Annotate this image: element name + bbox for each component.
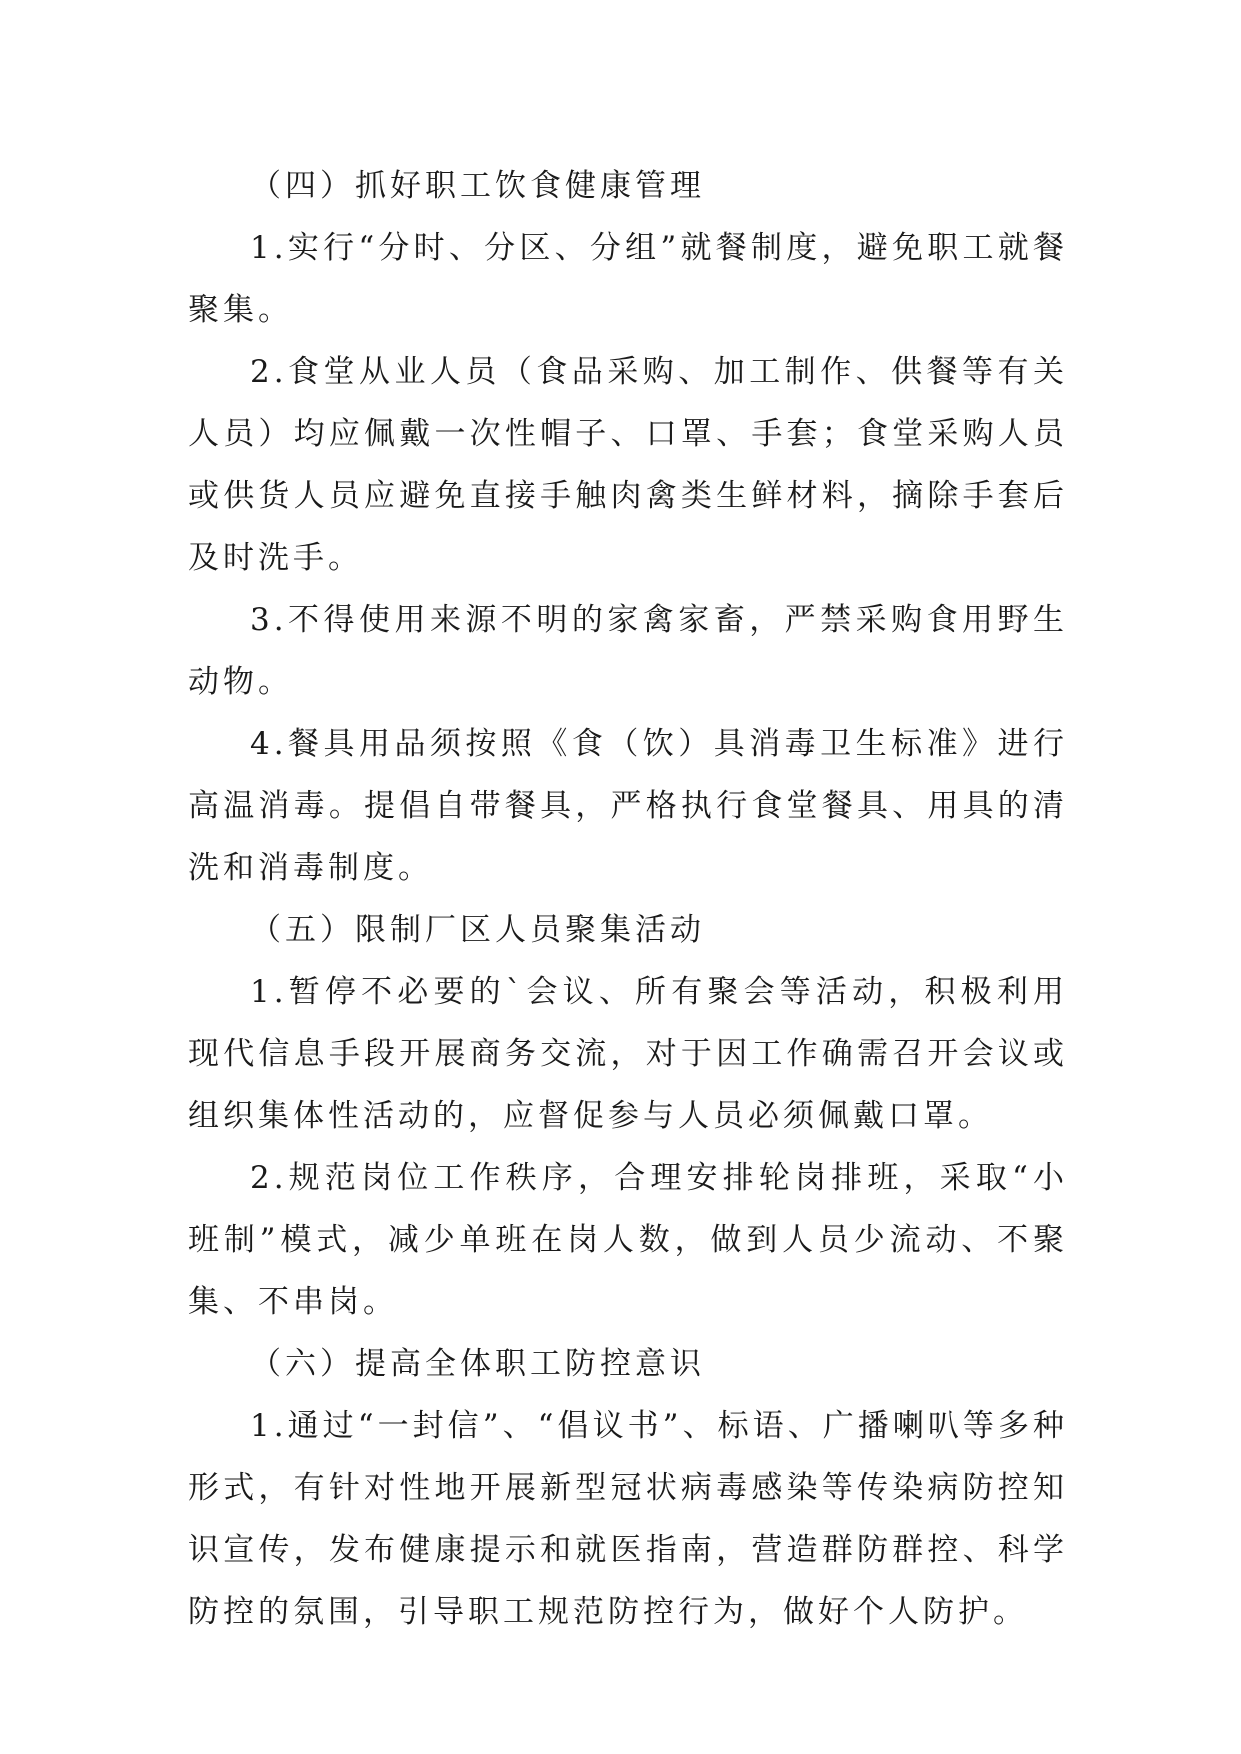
paragraph: 2.规范岗位工作秩序，合理安排轮岗排班，采取“小班制”模式，减少单班在岗人数，做到人员少流动、不聚集、不串岗。 bbox=[188, 1160, 1068, 1320]
section-heading-6: （六）提高全体职工防控意识 bbox=[250, 1346, 705, 1382]
paragraph: 2.食堂从业人员（食品采购、加工制作、供餐等有关人员）均应佩戴一次性帽子、口罩、手套；食堂采购人员或供货人员应避免直接手触肉禽类生鲜材料，摘除手套后及时洗手。 bbox=[188, 354, 1068, 576]
document-body bbox=[188, 155, 1068, 1643]
paragraph: 1.暂停不必要的`会议、所有聚会等活动，积极利用现代信息手段开展商务交流，对于因工作确需召开会议或组织集体性活动的，应督促参与人员必须佩戴口罩。 bbox=[188, 974, 1068, 1134]
paragraph: 1.实行“分时、分区、分组”就餐制度，避免职工就餐聚集。 bbox=[188, 230, 1068, 328]
paragraph: 3.不得使用来源不明的家禽家畜，严禁采购食用野生动物。 bbox=[188, 602, 1068, 700]
paragraph: 1.通过“一封信”、“倡议书”、标语、广播喇叭等多种形式，有针对性地开展新型冠状病毒感染等传染病防控知识宣传，发布健康提示和就医指南，营造群防群控、科学防控的氛围，引导职工规范防控行为，做好个人防护。 bbox=[188, 1408, 1068, 1630]
paragraph: 4.餐具用品须按照《食（饮）具消毒卫生标准》进行高温消毒。提倡自带餐具，严格执行食堂餐具、用具的清洗和消毒制度。 bbox=[188, 726, 1068, 886]
section-heading-5: （五）限制厂区人员聚集活动 bbox=[250, 912, 705, 948]
section-heading-4: （四）抓好职工饮食健康管理 bbox=[250, 168, 705, 204]
